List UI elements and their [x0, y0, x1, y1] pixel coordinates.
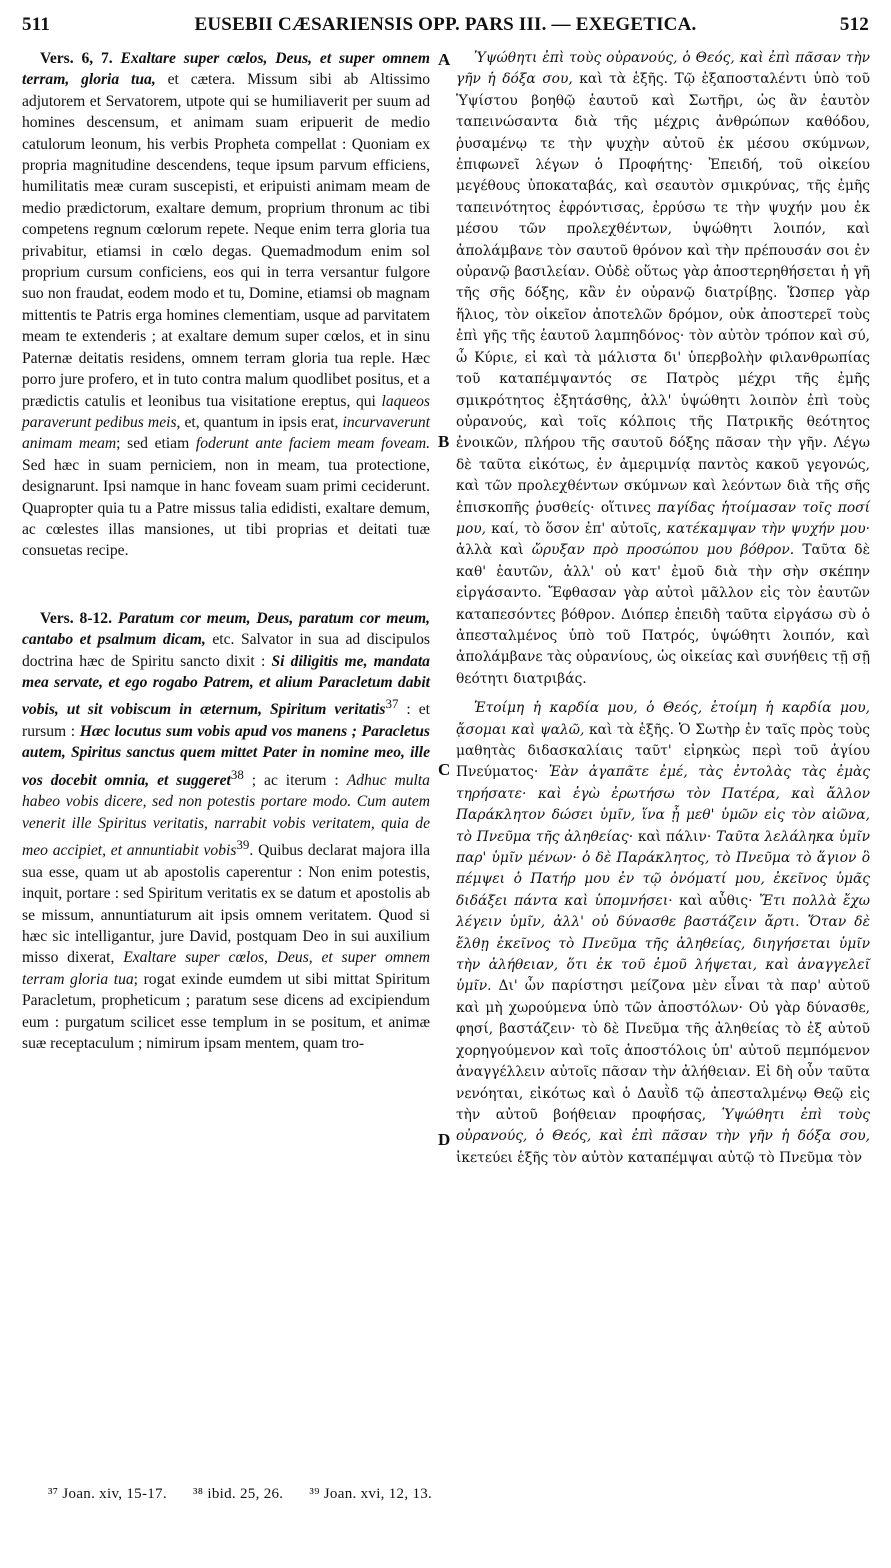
body-text: ; rogat exinde eumdem ut sibi mittat Spiritum Paracletum, propheticum ; paratum sese dicens ad excipiendum eum : purgatum scilicet esse templum in se positum, et animæ suæ receptaculum ; nimirum ipsam mentem, quam tro- — [22, 970, 430, 1053]
scripture-quote: Exaltare super cœlos, Deus, et super omnem terram, gloria tua, — [22, 50, 430, 89]
footnote: ³⁷ Joan. xiv, 15-17. — [48, 1486, 167, 1502]
body-text: Ταῦτα δὲ καθ' ἑαυτῶν, ἀλλ' οὐ κατ' ἐμοῦ διὰ τὴν σὴν σκέπην εἰργάσαντο. Ἔφθασαν γὰρ αὐτοὶ μᾶλλον εἰς τὸν ἑαυτῶν καταπεσόντες βόθρον. Διόπερ ἐπειδὴ ταῦτα εἰργάσω σὺ ὁ ἀπεσταλμένος ὑπὸ τοῦ Πατρός, ὑψώθητι λοιπόν, καὶ ἀπολάμβανε τὰς οὐρανίους, ὡς οἰκείας καὶ συνήθεις τῇ σῇ θεότητι διατριβάς. — [456, 542, 871, 687]
footnote-ref: 37 — [385, 696, 399, 712]
greek-column — [456, 48, 870, 1169]
margin-marker-d: D — [438, 1130, 451, 1149]
scripture-quote: Ὑψώθητι ἐπὶ τοὺς οὐρανούς, ὁ Θεός, καὶ ἐπὶ πᾶσαν τὴν γῆν ἡ δόξα σου, — [456, 50, 870, 88]
body-text: ; sed etiam — [116, 435, 190, 453]
scripture-quote: παγίδας ἡτοίμασαν τοῖς ποσί μου, — [456, 499, 870, 537]
greek-paragraph-2 — [456, 698, 870, 1169]
page-header — [22, 14, 869, 40]
footnote: ³⁸ ibid. 25, 26. — [192, 1486, 284, 1502]
scripture-quote: Ἐὰν ἀγαπᾶτε ἐμέ, τὰς ἐντολὰς τὰς ἐμὰς τηρήσατε· καὶ ἐγὼ ἐρωτήσω τὸν Πατέρα, καὶ ἄλλον Παράκλητον δώσει ὑμῖν, ἵνα ᾖ μεθ' ὑμῶν εἰς τὸν αἰῶνα, τὸ Πνεῦμα τῆς ἀληθείας· — [456, 764, 870, 845]
body-text: . Quibus declarat majora illa sua esse, quam ut ab apostolis caperentur : Non enim potestis, inquit, portare : sed Spiritum veritatis ex se datum et apostolis ab se missum, annuntiaturum ait ipsis omnem veritatem. Quod si hæc sic intelligantur, jure David, postquam Deo in sui auxilium misso dixerat, — [22, 842, 430, 967]
margin-marker-a: A — [438, 50, 451, 69]
scripture-quote: laqueos paraverunt pedibus meis, — [22, 392, 430, 431]
running-title: EUSEBII CÆSARIENSIS OPP. PARS III. — EXEGETICA. — [194, 14, 697, 35]
body-text: : et rursum : — [22, 701, 430, 740]
page-number-left: 511 — [22, 14, 51, 35]
body-text: Δι' ὧν παρίστησι μείζονα μὲν εἶναι τὰ παρ' αὐτοῦ καὶ μὴ χωρούμενα ὑπὸ τῶν ἀποστόλων· Οὐ γὰρ δύνασθε, φησί, βαστάζειν· τὸ δὲ Πνεῦμα τῆς ἀληθείας τὸ ἐξ αὐτοῦ χορηγούμενον καὶ τοῖς ἀποστόλοις ὑπ' αὐτοῦ πεμπόμενον ἀναγγέλλειν αὐτοῖς πᾶσαν τὴν ἀλήθειαν. Εἰ δὴ οὖν ταῦτα νενόηται, εἰκότως καὶ ὁ Δαυῒδ τῷ ἀπεσταλμένῳ Θεῷ εἰς τὴν αὐτοῦ βοήθειαν προφήσας, — [456, 978, 871, 1123]
scripture-quote: Ἔτι πολλὰ ἔχω λέγειν ὑμῖν, ἀλλ' οὐ δύνασθε βαστάζειν ἄρτι. Ὅταν δὲ ἔλθῃ ἐκεῖνος τὸ Πνεῦμα τῆς ἀληθείας, διηγήσεται ὑμῖν τὴν ἀλήθειαν, ὅτι ἐκ τοῦ ἐμοῦ λήψεται, καὶ ἀναγγελεῖ ὑμῖν. — [456, 892, 871, 995]
scripture-quote: κατέκαμψαν τὴν ψυχήν μου· — [666, 520, 870, 537]
verse-reference: Vers. 6, 7. — [40, 50, 113, 67]
scripture-quote: Paratum cor meum, Deus, paratum cor meum, cantabo et psalmum dicam, — [22, 609, 431, 649]
scripture-quote: foderunt ante faciem meam foveam. — [195, 435, 430, 453]
scripture-quote: Adhuc multa habeo vobis dicere, sed non potestis portare modo. Cum autem venerit ille Spiritus veritatis, narrabit vobis veritatem, quia de meo accipiet, et annuntiabit vobis — [22, 771, 430, 860]
page-number-right: 512 — [839, 14, 869, 35]
latin-paragraph-2 — [22, 608, 430, 1055]
scripture-quote: Ἑτοίμη ἡ καρδία μου, ὁ Θεός, ἑτοίμη ἡ καρδία μου, ᾄσομαι καὶ ψαλῶ, — [456, 700, 870, 738]
latin-paragraph-1 — [22, 48, 430, 562]
scripture-quote: Exaltare super cœlos, Deus, et super omnem terram gloria tua — [22, 949, 430, 988]
scripture-quote: ὤρυξαν πρὸ προσώπου μου βόθρον. — [531, 542, 795, 559]
greek-paragraph-1 — [456, 48, 870, 690]
verse-reference: Vers. 8-12. — [40, 609, 113, 627]
body-text: καὶ τὰ ἑξῆς. Τῷ ἐξαποσταλέντι ὑπὸ τοῦ Ὑψίστου βοηθῷ ἑαυτοῦ καὶ Σωτῆρι, ὡς ἂν ἑαυτὸν ταπεινώσαντα διὰ τῆς μέχρις ἀνθρώπων καθόδου, ῥυσαμένῳ τε τὴν ψυχὴν αὐτοῦ ἐκ μέσου σκύμνων, ἐπιφωνεῖ λέγων ὁ Προφήτης· Ἐπειδή, τοῦ οἰκείου μεγέθους ὑποκαταβάς, καὶ σεαυτὸν σμικρύνας, τῆς ἐμῆς ταπεινότητος ἐφρόντισας, ἐρρύσω τε τὴν ψυχήν μου ἐκ μέσου τῶν προλεχθέντων, ὑψώθητι λοιπόν, καὶ ἀπολάμβανε τὸν σαυτοῦ θρόνον καὶ τὴν πρέπουσάν σοι ἐν οὐρανῷ βασιλείαν. Οὐδὲ οὕτως γὰρ ἀποστερηθήσεται ἡ γῆ τῆς σῆς δόξης, κἂν ἐν οὐρανῷ διατρίβῃς. Ὥσπερ γὰρ ἥλιος, τὸν οἰκεῖον ἀποτελῶν δρόμον, οὐκ ἀποστερεῖ τοὺς ἐπὶ γῆς τῆς ἑαυτοῦ λαμπηδόνος· τὸν αὐτὸν τρόπον καὶ σύ, ὦ Κύριε, εἰ καὶ τὰ μάλιστα δι' ὑπερβολὴν φιλανθρωπίας τοῦ καταπέμψαντός σε Πατρὸς μέχρι τῆς ἐμῆς σμικρότητος ἐξητάσθης, ἀλλ' ὑψώθητι λοιπὸν ἐπὶ τοὺς οὐρανούς, καὶ τοῖς κόλποις τῆς Πατρικῆς θεότητος ἐνοικῶν, πλήρου τῆς σαυτοῦ δόξης πᾶσαν τὴν γῆν. Λέγω δὲ ταῦτα εἰκότως, ἐν ἀμεριμνίᾳ παντὸς κακοῦ γεγονώς, καὶ τῶν προλεχθέντων σκύμνων καὶ λεόντων διὰ τῆς σῆς ἐπισκοπῆς ῥυσθείς· οἵτινες — [456, 71, 870, 516]
body-text: ; ac iterum : — [251, 771, 339, 789]
scripture-quote: incurvaverunt animam meam — [22, 413, 430, 453]
body-text: ἀλλὰ καὶ — [456, 542, 524, 559]
scripture-quote: Ὑψώθητι ἐπὶ τοὺς οὐρανούς, ὁ Θεός, καὶ ἐπὶ πᾶσαν τὴν γῆν ἡ δόξα σου, — [456, 1106, 870, 1145]
body-text: ἱκετεύει ἑξῆς τὸν αὐτὸν καταπέμψαι αὐτῷ τὸ Πνεῦμα τὸν — [456, 1149, 863, 1166]
margin-marker-c: C — [438, 760, 451, 779]
scripture-quote: Hæc locutus sum vobis apud vos manens ; Paracletus autem, Spiritus sanctus quem mittet Pater in nomine meo, ille vos docebit omnia, et suggeret — [22, 722, 430, 789]
scripture-quote: Ταῦτα λελάληκα ὑμῖν παρ' ὑμῖν μένων· ὁ δὲ Παράκλητος, τὸ Πνεῦμα τὸ ἅγιον ὃ πέμψει ὁ Πατήρ μου ἐν τῷ ὀνόματί μου, ἐκεῖνος ὑμᾶς διδάξει πάντα καὶ ὑπομνήσει· — [456, 828, 871, 909]
body-text: καί, τὸ ὅσον ἐπ' αὐτοῖς, — [491, 520, 662, 537]
footnotes — [48, 1486, 454, 1503]
body-text: Sed hæc in suam perniciem, non in meam, tua protectione, designarunt. Ipsi namque in hanc foveam suam primi ceciderunt. Quapropter quia tu a Patre missus talia edidisti, exaltare demum, ac cœlestes illas mansiones, ut tibi proprias et deitati tuæ consuetas recipe. — [22, 456, 430, 560]
body-text: καὶ τὰ ἑξῆς. Ὁ Σωτὴρ ἐν ταῖς πρὸς τοὺς μαθητὰς διδασκαλίαις ταῦτ' εἰρηκὼς περὶ τοῦ ἁγίου Πνεύματος· — [456, 721, 871, 781]
body-text: καὶ αὖθις· — [679, 892, 753, 909]
body-text: et cætera. Missum sibi ab Altissimo adjutorem et Servatorem, utpote qui se humiliaverit per suum ad homines descensum, et animam suam eripuerit de medio catulorum leonum, his verbis Propheta compellat : Quoniam ex propria magnitudine descendens, teque ipsum parvum efficiens, humilitatis meæ curam suscepisti, et eripuisti animam meam de medio prædictorum, exaltare demum, proprium thronum ac tibi competens regnum cœlorum repete. Neque enim terra gloria tua privabitur, etiamsi in cœlo degas. Quemadmodum enim sol proprium cursum conficiens, eos qui in terra versantur fulgore suo non fraudat, eodem modo et tu, Domine, etiamsi ob magnam mittentis te Patris erga homines clementiam, usque ad parvitatem meam te extenderis ; at exaltare demum super cœlos, et in sinu Paternæ deitatis residens, omnem terram gloria tua reple. Hæc porro jure profero, et in tuto contra malum quodlibet positus, et a prædictis catulis et leonibus tua visitatione ereptus, qui — [22, 71, 431, 410]
latin-column — [22, 48, 430, 1054]
body-text: καὶ πάλιν· — [637, 828, 712, 845]
body-text: etc. Salvator in sua ad discipulos doctrina hæc de Spiritu sancto dixit : — [22, 631, 430, 670]
margin-marker-b: B — [438, 432, 450, 451]
footnote-ref: 39 — [236, 837, 250, 853]
scripture-quote: Si diligitis me, mandata mea servate, et ego rogabo Patrem, et alium Paracletum dabit vobis, ut sit vobiscum in æternum, Spiritum veritatis — [22, 652, 430, 719]
footnote-ref: 38 — [230, 766, 244, 782]
body-text: et, quantum in ipsis erat, — [184, 413, 339, 431]
footnote: ³⁹ Joan. xvi, 12, 13. — [309, 1486, 433, 1502]
